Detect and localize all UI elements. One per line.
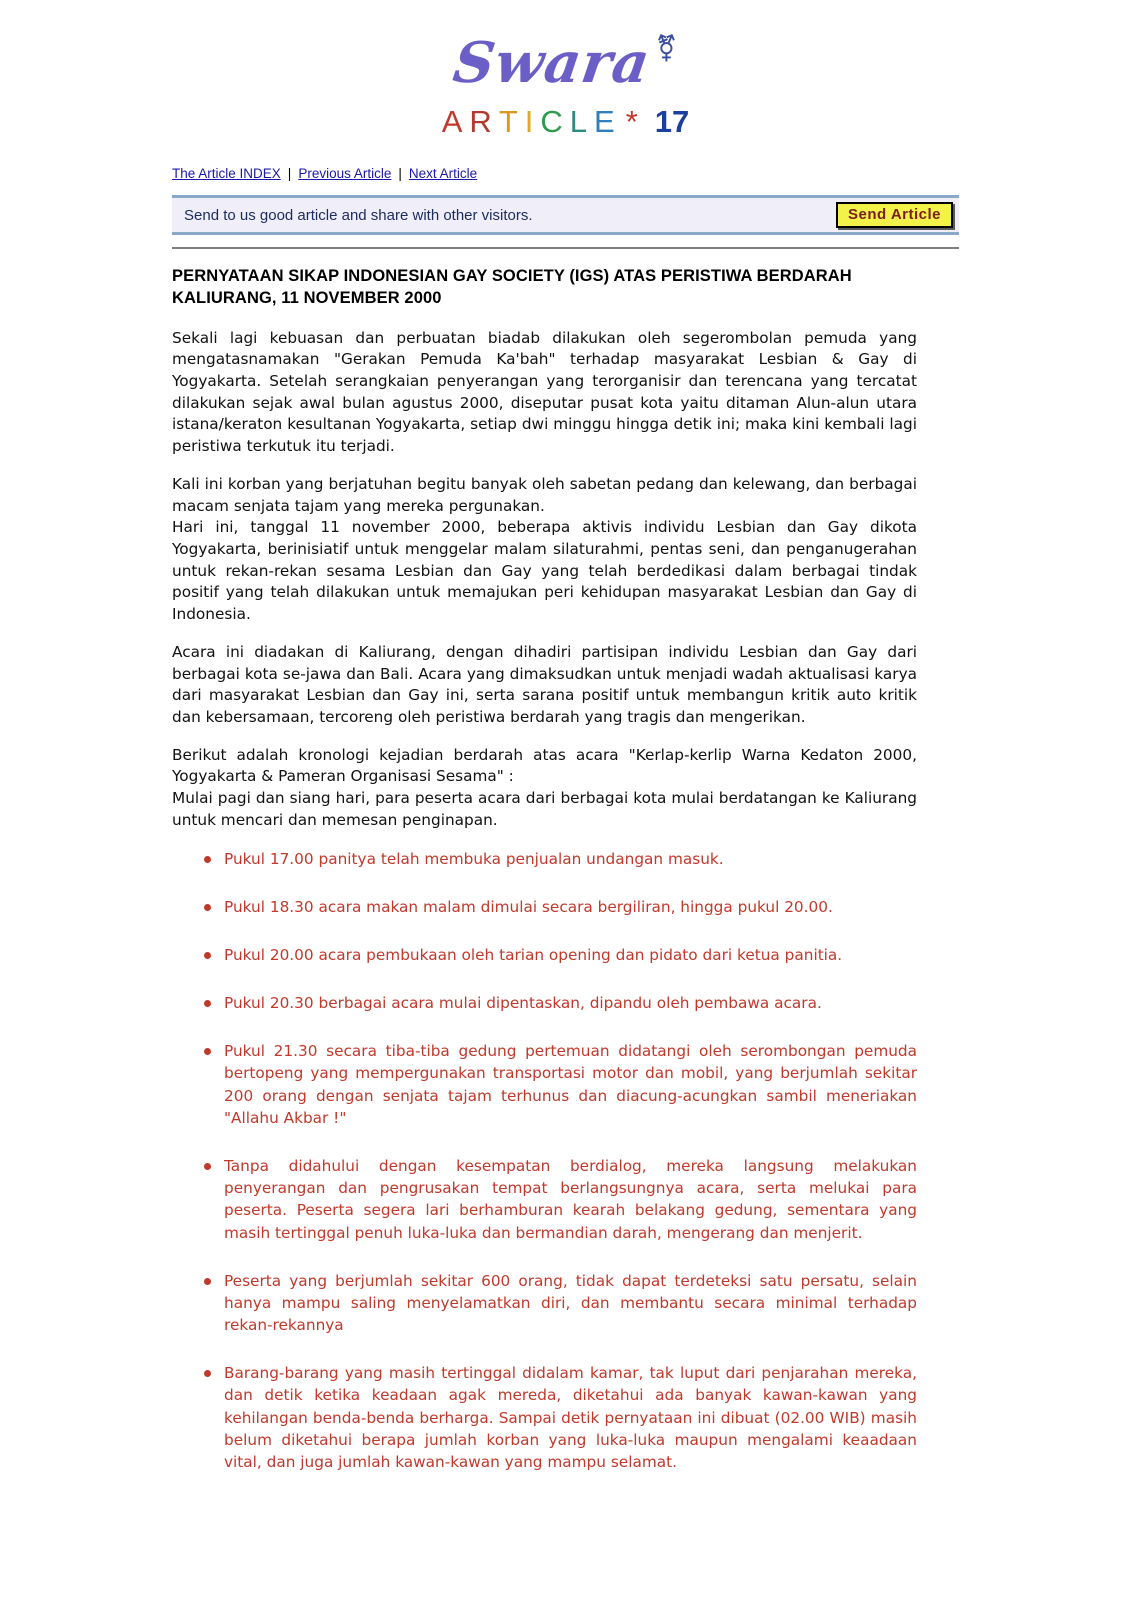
article-body [172,265,917,1473]
nav-separator-2: | [398,166,402,181]
article-letter-i: I [524,104,541,139]
article-paragraph-1: Sekali lagi kebuasan dan perbuatan biadab dilakukan oleh segerombolan pemuda yang mengatasnamakan "Gerakan Pemuda Ka'bah" terhadap masyarakat Lesbian & Gay di Yogyakarta. Setelah serangkaian penyerangan yang terorganisir dan terencana yang tercatat dilakukan sejak awal bulan agustus 2000, diseputar pusat kota yaitu ditaman Alun-alun utara istana/keraton kesultanan Yogyakarta, setiap dwi minggu hingga detik ini; maka kini kembali lagi peristiwa terkutuk itu terjadi. [172,328,917,456]
article-paragraph-3: Hari ini, tanggal 11 november 2000, beberapa aktivis individu Lesbian dan Gay dikota Yogyakarta, berinisiatif untuk menggelar malam silaturahmi, pentas seni, dan penganugerahan untuk rekan-rekan sesama Lesbian dan Gay yang telah berdedikasi dalam berbagai tindak positif yang telah dilakukan untuk memajukan peri kehidupan masyarakat Lesbian dan Gay di Indonesia. [172,518,917,624]
list-item: Pukul 20.00 acara pembukaan oleh tarian opening dan pidato dari ketua panitia. [200,944,917,966]
send-article-prompt: Send to us good article and share with other visitors. [184,206,533,224]
link-previous-article[interactable]: Previous Article [298,166,392,181]
article-wordmark [0,104,1131,140]
article-nav [172,166,1131,181]
article-letter-a: A [441,104,470,139]
star-icon: * [625,104,645,139]
list-item: Tanpa didahului dengan kesempatan berdialog, mereka langsung melakukan penyerangan dan pengrusakan tempat berlangsungnya acara, serta melukai para peserta. Peserta segera lari berhamburan kearah belakang gedung, sementara yang masih tertinggal penuh luka-luka dan bermandian darah, mengerang dan menjerit. [200,1155,917,1244]
list-item: Pukul 21.30 secara tiba-tiba gedung pertemuan didatangi oleh serombongan pemuda bertopeng yang mempergunakan transportasi motor dan mobil, yang berjumlah sekitar 200 orang dengan senjata tajam terhunus dan diacung-acungkan sambil meneriakan "Allahu Akbar !" [200,1040,917,1129]
article-letter-c: C [540,104,570,139]
chronology-list [172,848,917,1473]
gender-symbol-icon: ⚧ [655,34,678,64]
masthead [0,0,1131,140]
article-letter-e: E [594,104,622,139]
article-letter-l: L [569,104,595,139]
article-paragraph-4: Acara ini diadakan di Kaliurang, dengan dihadiri partisipan individu Lesbian dan Gay dari berbagai kota se-jawa dan Bali. Acara yang dimaksudkan untuk menjadi wadah aktualisasi karya dari masyarakat Lesbian dan Gay ini, serta sarana positif untuk membangun kritik auto kritik dan kebersamaan, tercoreng oleh peristiwa berdarah yang tragis dan mengerikan. [172,642,917,727]
link-article-index[interactable]: The Article INDEX [172,166,281,181]
article-paragraph-6: Mulai pagi dan siang hari, para peserta acara dari berbagai kota mulai berdatangan ke Kaliurang untuk mencari dan memesan penginapan. [172,789,917,829]
list-item: Pukul 20.30 berbagai acara mulai dipentaskan, dipandu oleh pembawa acara. [200,992,917,1014]
send-article-button[interactable]: Send Article [836,202,953,228]
list-item: Peserta yang berjumlah sekitar 600 orang, tidak dapat terdeteksi satu persatu, selain hanya mampu saling menyelamatkan diri, dan membantu secara minimal terhadap rekan-rekannya [200,1270,917,1337]
article-number: 17 [654,104,690,139]
article-paragraph-5: Berikut adalah kronologi kejadian berdarah atas acara "Kerlap-kerlip Warna Kedaton 2000, Yogyakarta & Pameran Organisasi Sesama" : [172,745,917,786]
link-next-article[interactable]: Next Article [408,166,478,181]
list-item: Barang-barang yang masih tertinggal didalam kamar, tak luput dari penjarahan mereka, dan detik ketika keadaan agak mereda, diketahui ada banyak kawan-kawan yang kehilangan benda-benda berharga. Sampai detik pernyataan ini dibuat (02.00 WIB) masih belum diketahui berapa jumlah korban yang luka-luka maupun mengalami keaadaan vital, dan juga jumlah kawan-kawan yang mampu selamat. [200,1362,917,1473]
page-title: PERNYATAAN SIKAP INDONESIAN GAY SOCIETY (IGS) ATAS PERISTIWA BERDARAH KALIURANG, 11 NOVEMBER 2000 [172,267,852,308]
article-letter-t: T [498,104,525,139]
list-item: Pukul 17.00 panitya telah membuka penjualan undangan masuk. [200,848,917,870]
logo [0,30,1131,96]
logo-wordmark: Swara [449,30,655,96]
list-item: Pukul 18.30 acara makan malam dimulai secara bergiliran, hingga pukul 20.00. [200,896,917,918]
nav-separator-1: | [287,166,292,181]
article-paragraph-2: Kali ini korban yang berjatuhan begitu banyak oleh sabetan pedang dan kelewang, dan berbagai macam senjata tajam yang mereka pergunakan. [172,474,917,515]
send-article-bar [172,195,959,235]
horizontal-rule [172,247,959,249]
article-letter-r: R [469,104,499,139]
